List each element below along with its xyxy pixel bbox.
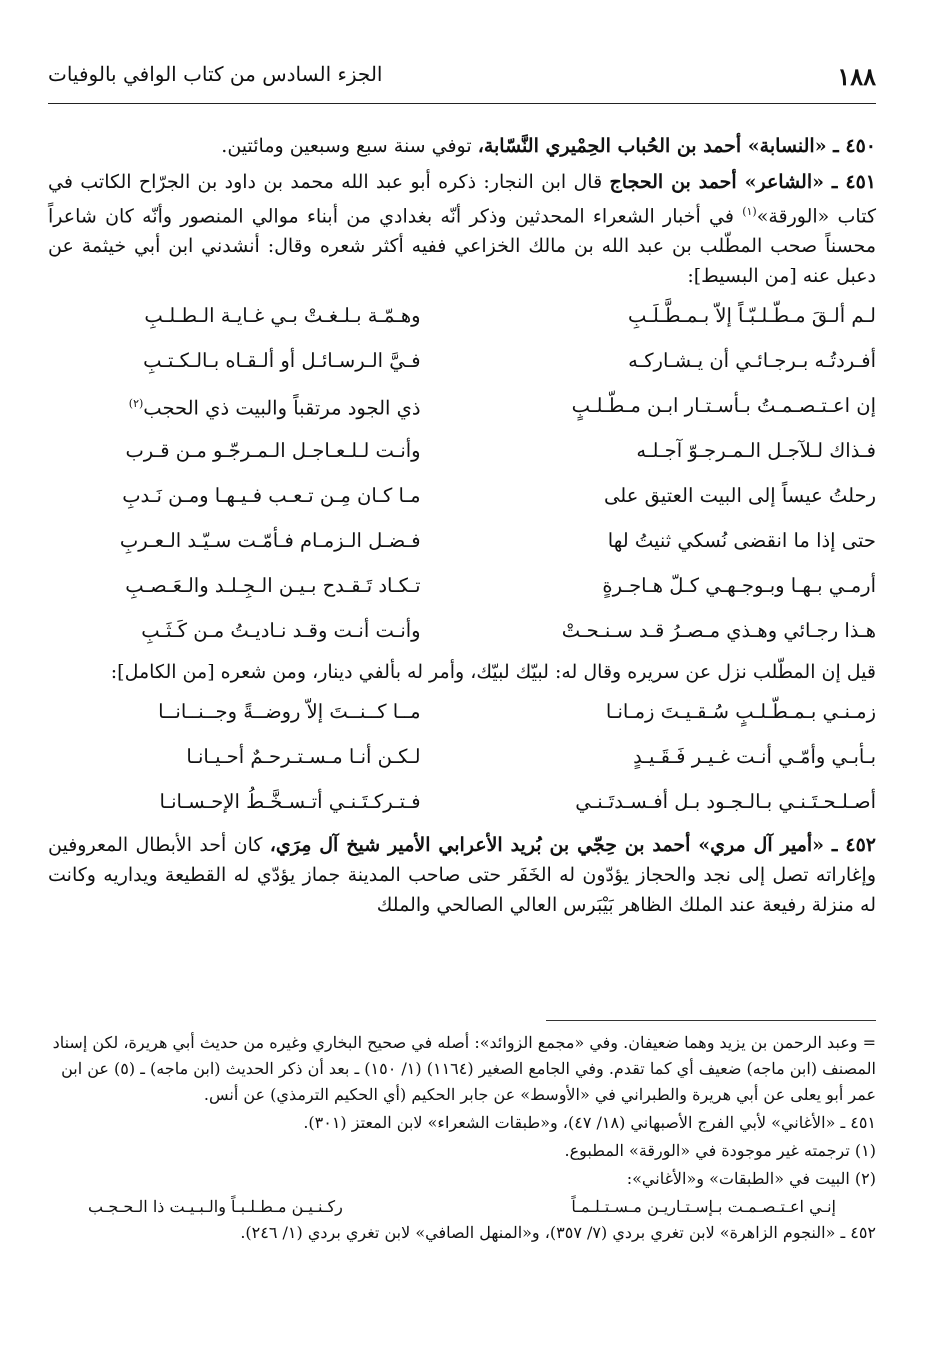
verse-first-hemistich: إن اعـتـصـمـتُ بـأسـتـار ابـن مـطّـلـبٍ [571, 393, 876, 417]
poem-1 [48, 293, 876, 653]
verse-second-hemistich: فـيَّ الـرسـائـل أو ألـقـاه بـالـكـتـبِ [143, 348, 421, 372]
verse-line [48, 428, 876, 473]
main-text [48, 125, 876, 922]
entry-452 [48, 830, 876, 920]
verse-second-hemistich: فـتـركـتَـنـي أتـسـخَّـطُ الإحـسـانـا [159, 789, 421, 813]
footnotes [48, 1030, 876, 1248]
verse-second-hemistich: وأنـت لـلـعـاجـل الـمـرجّـو مـن قـرب [125, 438, 421, 462]
verse-line [48, 608, 876, 653]
footnote-verse-first-hemistich: إنـي اعـتـصـمـت بـإسـتـاريـن مـسـتـلـمـاً [571, 1197, 836, 1216]
verse-line [48, 293, 876, 338]
verse-second-hemistich: تـكـاد تَـقـدح بـيـن الـجِـلـد والـعَـصـبِ [125, 573, 421, 597]
verse-line [48, 383, 876, 428]
verse-line [48, 338, 876, 383]
entry-451-text-b: في أخبار الشعراء المحدثين وذكر أنّه بغدادي من أبناء موالي المنصور وأنّه كان شاعراً محسناً صحب المطّلب بن عبد الله بن مالك الخزاعي ففيه أكثر شعره وقال: أنشدني ابن أبي خيثمة عن دعبل عنه [من البسيط]: [48, 205, 877, 288]
verse-second-hemistich: فـضـل الـزمـام فـأمّـت سـيّـد الـعـربِ [119, 528, 421, 552]
footnote-continuation: = وعبد الرحمن بن يزيد وهما ضعيفان. وفي «مجمع الزوائد»: أصله في صحيح البخاري وغيره من حديث أبي هريرة، لكن إسناد المصنف (ابن ماجه) ضعيف أي كما تقدم. وفي الجامع الصغير (١١٦٤) (١/ ١٥٠) ـ بعد أن ذكر الحديث (ابن ماجه) ـ (٥) عن ابن عمر أبو يعلى عن أبي هريرة والطبراني في «الأوسط» عن جابر الحكيم (أي الحكيم الترمذي) عن أنس. [52, 1033, 876, 1104]
entry-451-text-a: قال ابن النجار: ذكره أبو عبد الله محمد بن داود بن الجرّاح الكاتب في كتاب «الورقة» [48, 171, 876, 228]
verse-line [48, 689, 876, 734]
verse-first-hemistich: هـذا رجـائي وهـذي مـصـرُ قـد سـنـحـتْ [561, 618, 876, 642]
footnote-452: ٤٥٢ ـ «النجوم الزاهرة» لابن تغري بردي (٧/ ٣٥٧)، و«المنهل الصافي» لابن تغري بردي (١/ ٢٤٦). [240, 1223, 876, 1242]
verse-second-hemistich: مــا كــنــتَ إلاّ روضــةً وجــنــانــا [158, 699, 421, 723]
verse-first-hemistich: حتى إذا ما انقضى نُسكي ثنيتُ لها [607, 528, 876, 552]
entry-450-text: توفي سنة سبع وسبعين ومائتين. [221, 135, 478, 157]
entry-451 [48, 167, 876, 291]
footnote-2-verse [48, 1194, 876, 1220]
verse-first-hemistich: لـم ألـقَ مـطّـلـبّـاً إلاّ بـمـطَّـلَـبِ [627, 303, 876, 327]
entry-450 [48, 131, 876, 161]
mid-paragraph: قيل إن المطّلب نزل عن سريره وقال له: لبيّك لبيّك، وأمر له بألفي دينار، ومن شعره [من الكامل]: [110, 661, 876, 684]
footnote-ref-1: (١) [742, 205, 757, 218]
verse-second-hemistich: مـا كـان مِـن تـعـب فـيـهـا ومـن نَـدبِ [122, 483, 421, 507]
verse-second-hemistich: وهـمّـة بـلـغـتْ بـي غـايـة الـطـلـبِ [144, 303, 421, 327]
page-header [48, 58, 876, 98]
footnote-1: (١) ترجمته غير موجودة في «الورقة» المطبوع. [564, 1141, 876, 1160]
poem-2 [48, 689, 876, 824]
running-title: الجزء السادس من كتاب الوافي بالوفيات [48, 62, 383, 86]
entry-451-heading: ٤٥١ ـ «الشاعر» أحمد بن الحجاج [609, 171, 876, 193]
entry-452-text: كان أحد الأبطال المعروفين وإغاراته تصل إلى نجد والحجاز يؤدّون له الخَفَر حتى صاحب المدينة جماز يؤدّي له القطيعة ويداريه وكانت له منزلة رفيعة عند الملك الظاهر بَيْبَرس العالي الصالحي والملك [48, 834, 876, 917]
verse-first-hemistich: أصـلـحـتَـنـي بـالـجـود بـل أفـسـدتَـنـي [575, 789, 876, 813]
footnote-verse-second-hemistich: ركـنـيـن مـطـلـبـاً والـبـيـت ذا الـحـجـب [88, 1197, 343, 1216]
verse-second-hemistich [48, 389, 421, 424]
verse-first-hemistich: أفـردتُـه بـرجـائـي أن يـشـاركـه [628, 348, 876, 372]
footnote-ref-2: (٢) [128, 396, 144, 410]
verse-second-hemistich: لـكـن أنـا مـسـتـرحـمٌ أحـيـانـا [186, 744, 421, 768]
entry-452-heading: ٤٥٢ ـ «أمير آل مري» أحمد بن حِجّي بن بُريد الأعرابي الأمير شيخ آل مِرَي، [269, 834, 876, 857]
entry-450-heading: ٤٥٠ ـ «النسابة» أحمد بن الحُباب الحِمْيري النَّسّابة، [477, 135, 876, 157]
verse-first-hemistich: بـأبـي وأمّـي أنـت غـيـر فَـقَـيـدٍ [633, 744, 876, 768]
verse-first-hemistich: رحلتُ عيساً إلى البيت العتيق على [604, 483, 876, 507]
verse-first-hemistich: زمـنـي بـمـطّـلـبٍ سُـقـيـتَ زمـانـا [605, 699, 876, 723]
verse-second-hemistich: وأنـت أنـت وقـد نـاديـتُ مـن كَـثَـبِ [141, 618, 421, 642]
verse-line [48, 518, 876, 563]
footnote-rule [546, 1020, 876, 1021]
header-rule [48, 103, 876, 104]
verse-second-hemistich-text: ذي الجود مرتقباً والبيت ذي الحجب [143, 396, 421, 420]
page-number: ١٨٨ [837, 62, 876, 91]
footnote-451: ٤٥١ ـ «الأغاني» لأبي الفرج الأصبهاني (١٨/ ٤٧)، و«طبقات الشعراء» لابن المعتز (٣٠١). [303, 1113, 876, 1132]
verse-line [48, 779, 876, 824]
footnote-2: (٢) البيت في «الطبقات» و«الأغاني»: [626, 1169, 876, 1188]
verse-line [48, 734, 876, 779]
verse-line [48, 473, 876, 518]
verse-line [48, 563, 876, 608]
verse-first-hemistich: فـذاك لـلآجـل الـمـرجـوّ آجـلـه [636, 438, 876, 462]
verse-first-hemistich: أرمـي بـهـا وبـوجـهـي كـلّ هـاجـرةٍ [602, 573, 876, 597]
